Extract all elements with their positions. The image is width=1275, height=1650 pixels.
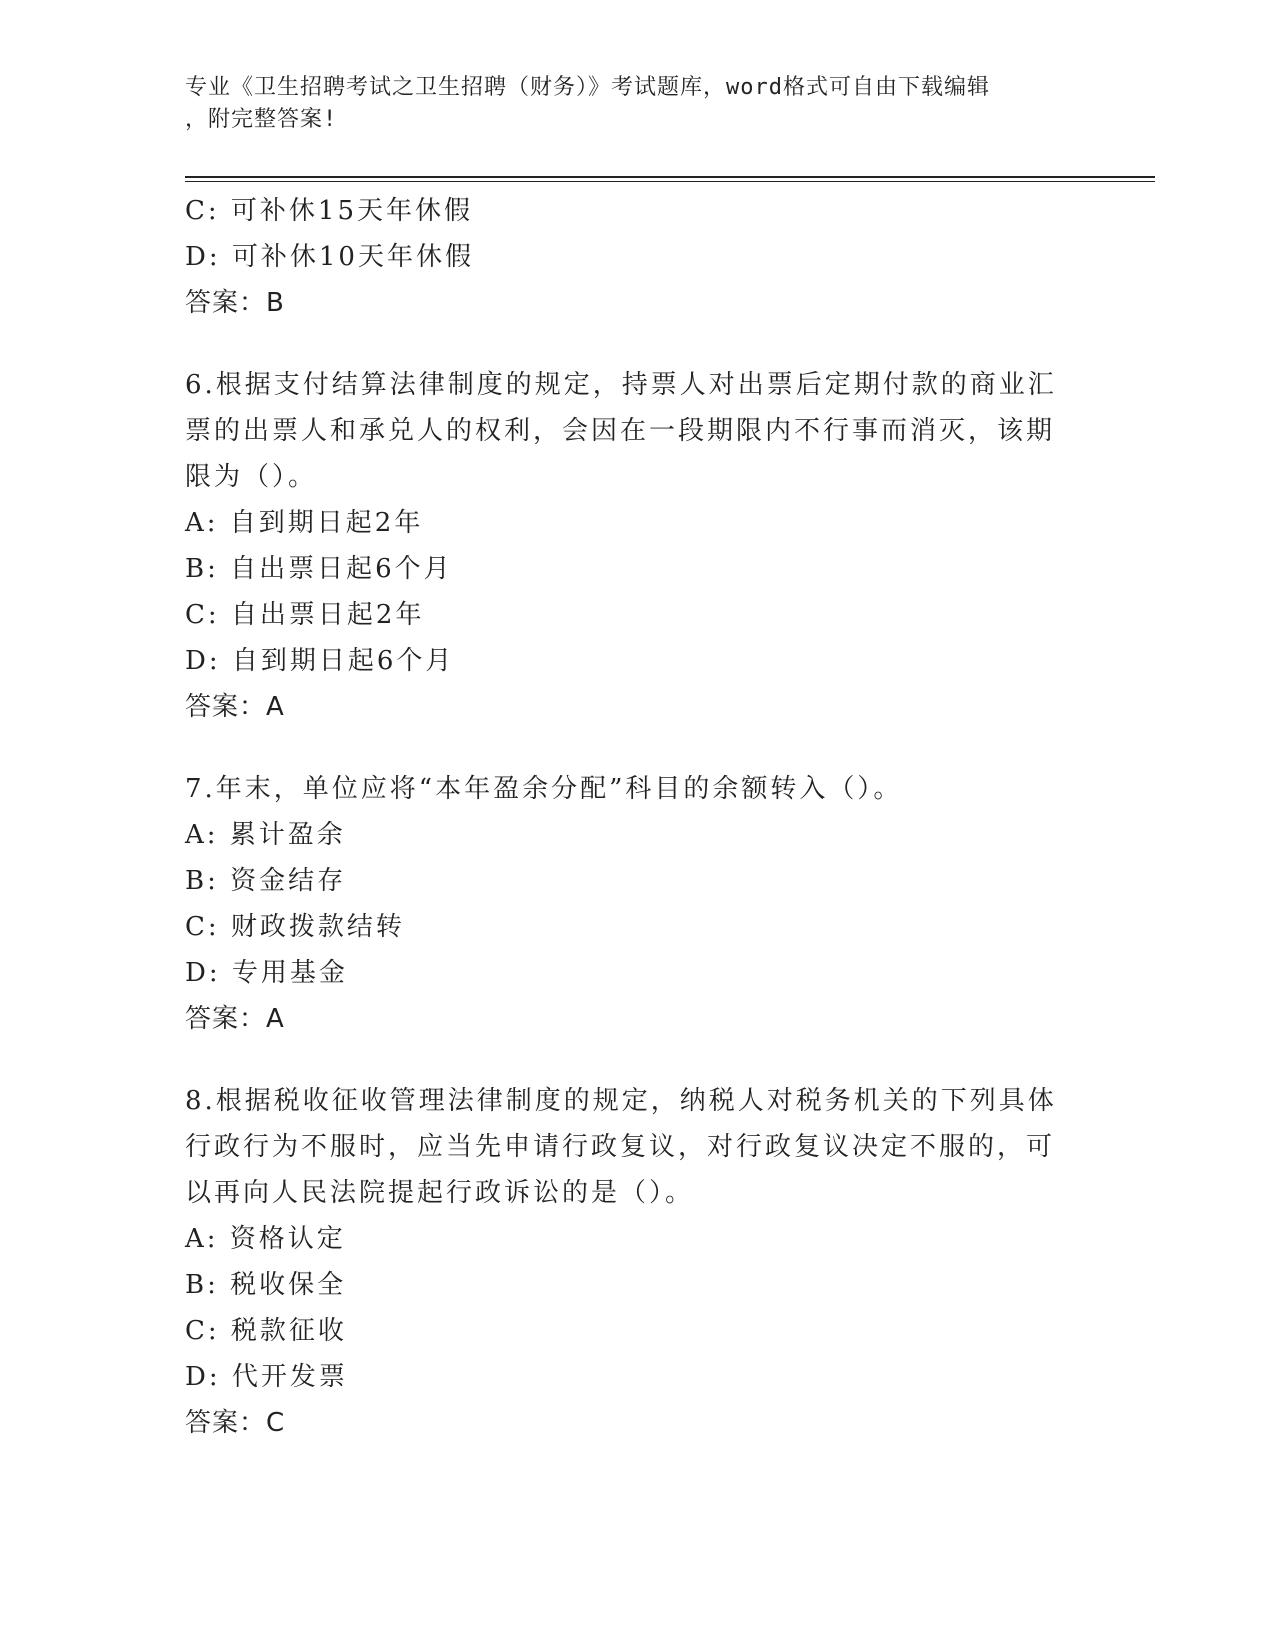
option-c: C: 可补休15天年休假	[185, 196, 474, 226]
answer-line: 答案：A	[185, 1004, 285, 1034]
question-text-line: 限为（）。	[185, 462, 318, 492]
question-text	[185, 1078, 1065, 1216]
answer-line: 答案：C	[185, 1408, 286, 1438]
header-title-line-1: 专业《卫生招聘考试之卫生招聘（财务）》考试题库，word格式可自由下载编辑	[185, 75, 990, 100]
option-a: A: 资格认定	[185, 1224, 346, 1254]
option-d: D: 自到期日起6个月	[185, 646, 455, 676]
question-text-line: 6.根据支付结算法律制度的规定，持票人对出票后定期付款的商业汇	[185, 370, 1057, 400]
spacer	[185, 1042, 1065, 1078]
question-6	[185, 362, 1065, 730]
option-b: B: 资金结存	[185, 866, 347, 896]
option-d: D: 专用基金	[185, 958, 348, 988]
option-c: C: 自出票日起2年	[185, 600, 425, 630]
option-b: B: 税收保全	[185, 1270, 347, 1300]
question-text-line: 票的出票人和承兑人的权利，会因在一段期限内不行事而消灭，该期	[185, 416, 1056, 446]
option-a: A: 自到期日起2年	[185, 508, 424, 538]
question-7	[185, 766, 1065, 1042]
header-divider-thin	[185, 181, 1155, 182]
option-c: C: 税款征收	[185, 1316, 347, 1346]
answer-line: 答案：A	[185, 692, 285, 722]
question-list	[185, 188, 1065, 1446]
question-continuation	[185, 188, 1065, 326]
question-8	[185, 1078, 1065, 1446]
question-text-line: 8.根据税收征收管理法律制度的规定，纳税人对税务机关的下列具体	[185, 1086, 1057, 1116]
question-text-line: 7.年末，单位应将“本年盈余分配”科目的余额转入（）。	[185, 774, 903, 804]
option-d: D: 代开发票	[185, 1362, 348, 1392]
option-b: B: 自出票日起6个月	[185, 554, 453, 584]
question-text-line: 行政行为不服时，应当先申请行政复议，对行政复议决定不服的，可	[185, 1132, 1056, 1162]
question-text-line: 以再向人民法院提起行政诉讼的是（）。	[185, 1178, 695, 1208]
option-d: D: 可补休10天年休假	[185, 242, 474, 272]
spacer	[185, 326, 1065, 362]
header-divider-thick	[185, 176, 1155, 178]
page-header	[185, 72, 1085, 136]
option-c: C: 财政拨款结转	[185, 912, 405, 942]
question-text	[185, 362, 1065, 500]
header-title-line-2: ，附完整答案!	[185, 107, 338, 132]
spacer	[185, 730, 1065, 766]
answer-line: 答案：B	[185, 288, 285, 318]
option-a: A: 累计盈余	[185, 820, 346, 850]
question-text	[185, 766, 1065, 812]
